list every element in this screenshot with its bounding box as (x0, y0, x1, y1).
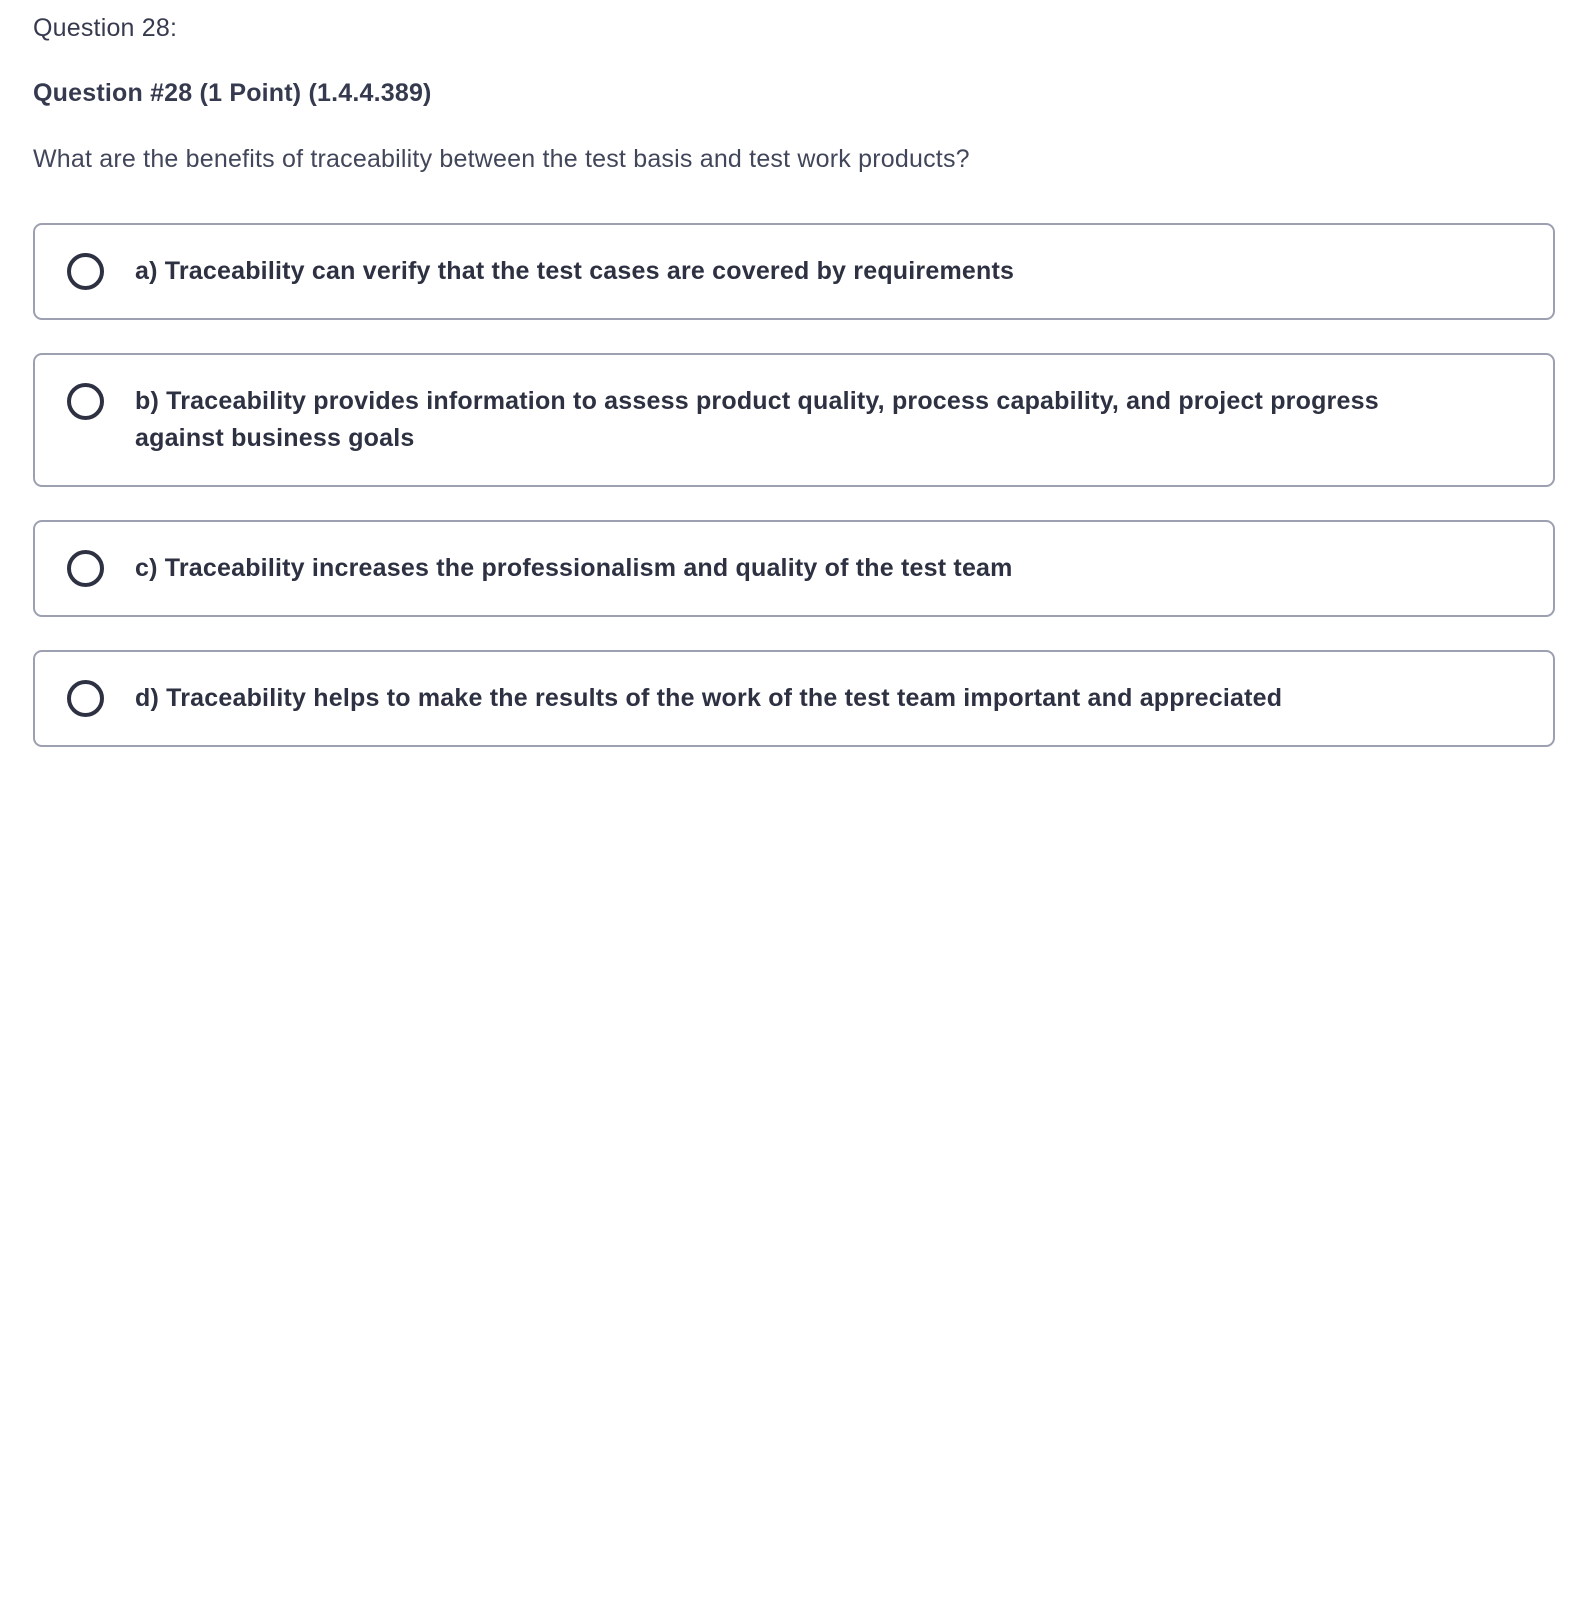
answer-options-list (33, 223, 1555, 747)
radio-button-icon[interactable] (67, 550, 104, 587)
answer-option-label: c) Traceability increases the professionalism and quality of the test team (135, 554, 1013, 582)
answer-option[interactable] (33, 353, 1555, 487)
radio-button-icon[interactable] (67, 383, 104, 420)
question-text: What are the benefits of traceability between the test basis and test work products? (33, 145, 970, 173)
question-title: Question #28 (1 Point) (1.4.4.389) (33, 79, 432, 107)
answer-option-label: d) Traceability helps to make the results of the work of the test team important and appreciated (135, 684, 1283, 712)
answer-option-label: b) Traceability provides information to assess product quality, process capability, and project progress against business goals (135, 387, 1379, 452)
answer-option-label: a) Traceability can verify that the test cases are covered by requirements (135, 257, 1015, 285)
radio-button-icon[interactable] (67, 253, 104, 290)
answer-option[interactable] (33, 650, 1555, 747)
radio-button-icon[interactable] (67, 680, 104, 717)
question-number-heading: Question 28: (33, 14, 178, 42)
answer-option[interactable] (33, 223, 1555, 320)
answer-option[interactable] (33, 520, 1555, 617)
